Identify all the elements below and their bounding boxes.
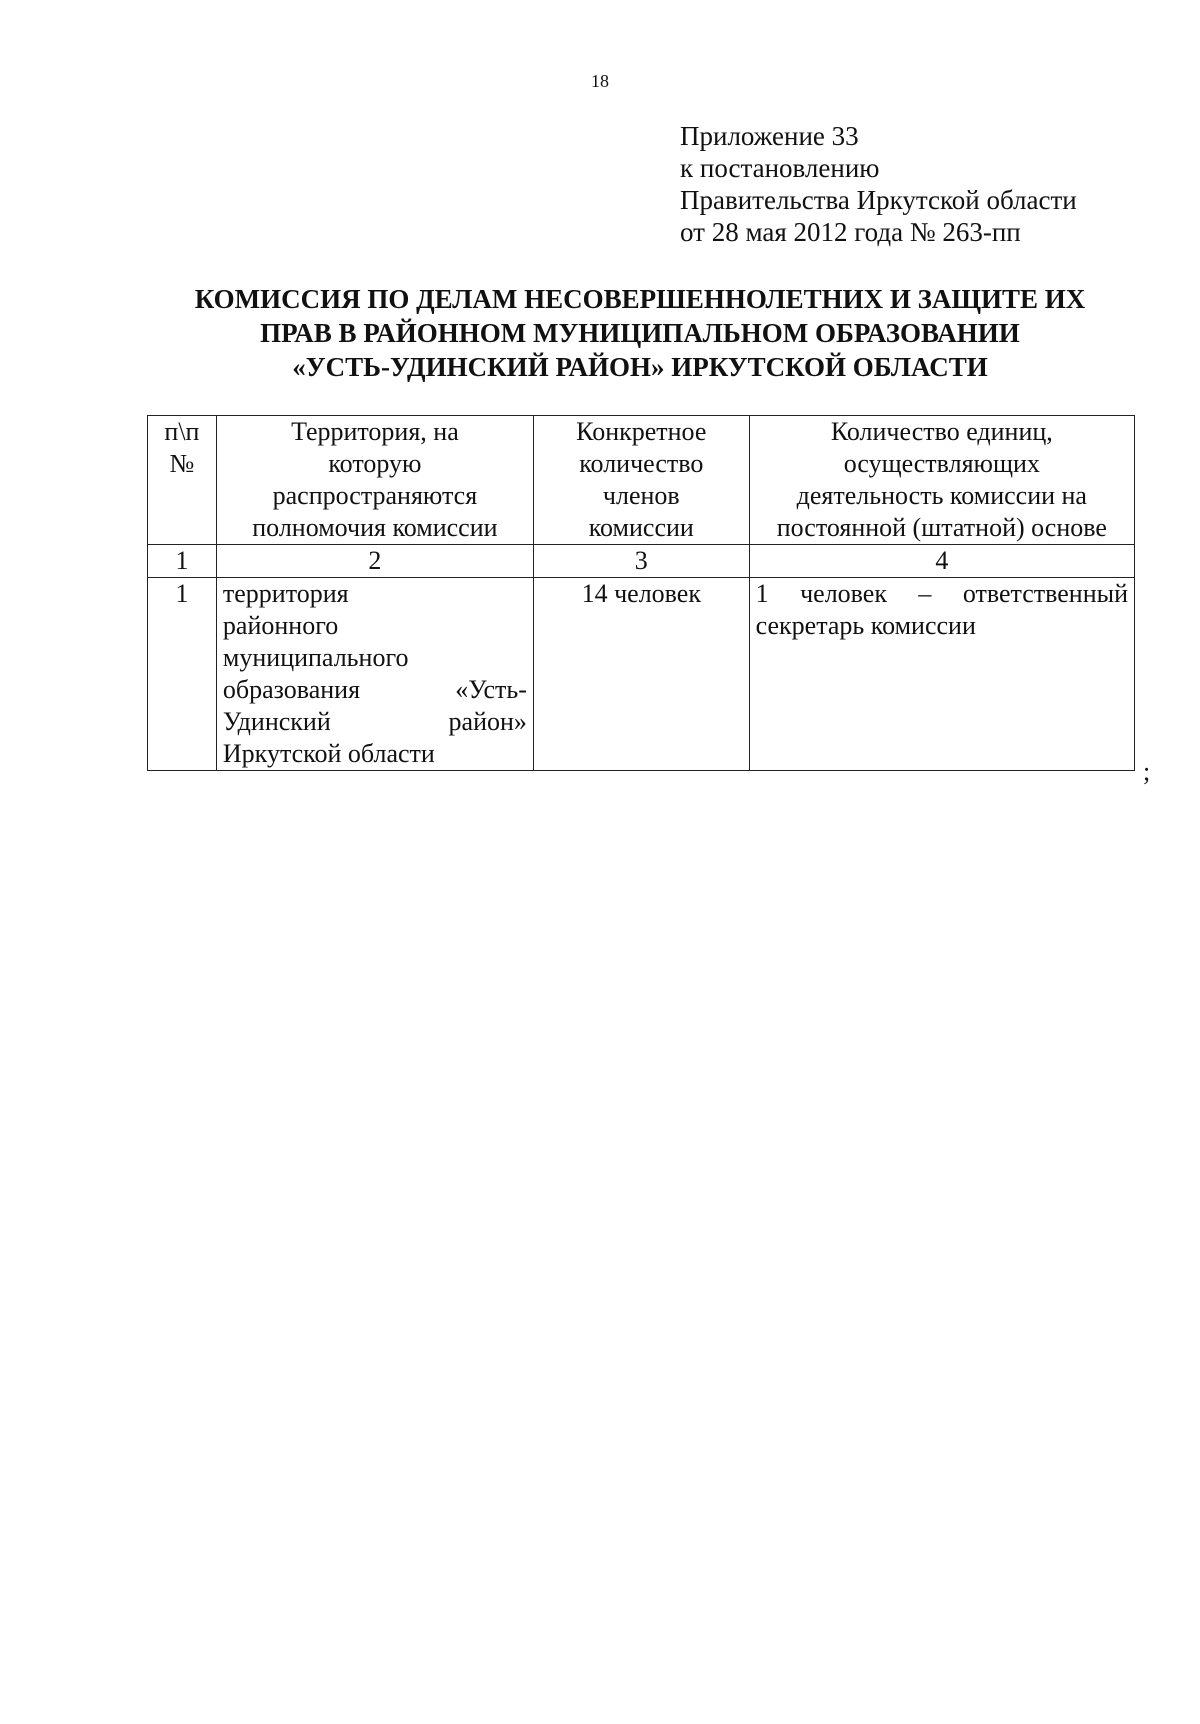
column-number-row	[148, 545, 1135, 578]
header-cell-territory	[216, 416, 533, 545]
header-line: деятельность комиссии на	[796, 481, 1087, 510]
header-line: №	[169, 449, 195, 478]
territory-line: районного	[222, 611, 339, 640]
column-number-cell: 4	[749, 545, 1134, 578]
header-line: членов	[602, 481, 680, 510]
header-cell-number	[148, 416, 217, 545]
header-cell-staff-units	[749, 416, 1134, 545]
column-number-cell: 1	[148, 545, 217, 578]
title-line: ПРАВ В РАЙОННОМ МУНИЦИПАЛЬНОМ ОБРАЗОВАНИИ	[260, 318, 1020, 348]
territory-line: Иркутской области	[222, 739, 435, 768]
title-line: «УСТЬ-УДИНСКИЙ РАЙОН» ИРКУТСКОЙ ОБЛАСТИ	[292, 352, 988, 382]
territory-line: образования «Усть-	[222, 675, 527, 704]
territory-line: Удинский район»	[222, 707, 527, 736]
member-count-cell: 14 человек	[533, 578, 749, 771]
trailing-semicolon: ;	[1143, 757, 1151, 786]
staff-units-line: 1 человек – ответственный	[755, 579, 1128, 608]
territory-line: территория	[222, 579, 349, 608]
table-header-row	[148, 416, 1135, 545]
header-line: постоянной (штатной) основе	[776, 513, 1107, 542]
column-number-cell: 2	[216, 545, 533, 578]
appendix-reference	[680, 120, 1077, 248]
header-line: которую	[328, 449, 422, 478]
header-line: Конкретное	[576, 417, 707, 446]
header-line: распространяются	[272, 481, 478, 510]
header-line: полномочия комиссии	[252, 513, 498, 542]
staff-units-line: секретарь комиссии	[755, 611, 976, 640]
staff-units-cell	[749, 578, 1134, 771]
row-number-cell: 1	[148, 578, 217, 771]
table-row	[148, 578, 1135, 771]
title-line: КОМИССИЯ ПО ДЕЛАМ НЕСОВЕРШЕННОЛЕТНИХ И ЗАЩИТЕ ИХ	[194, 284, 1086, 314]
header-line: Территория, на	[291, 417, 459, 446]
header-line: п\п	[164, 417, 200, 446]
header-line: осуществляющих	[843, 449, 1040, 478]
commission-table	[147, 415, 1135, 771]
appendix-line: к постановлению	[680, 153, 880, 183]
territory-line: муниципального	[222, 643, 409, 672]
page-number: 18	[591, 71, 609, 91]
appendix-line: Правительства Иркутской области	[680, 185, 1077, 215]
appendix-line: Приложение 33	[680, 121, 859, 151]
appendix-line: от 28 мая 2012 года № 263-пп	[680, 217, 1021, 247]
column-number-cell: 3	[533, 545, 749, 578]
header-line: Количество единиц,	[830, 417, 1053, 446]
document-title	[150, 282, 1130, 384]
header-line: комиссии	[588, 513, 694, 542]
territory-cell	[216, 578, 533, 771]
header-cell-member-count	[533, 416, 749, 545]
header-line: количество	[579, 449, 704, 478]
